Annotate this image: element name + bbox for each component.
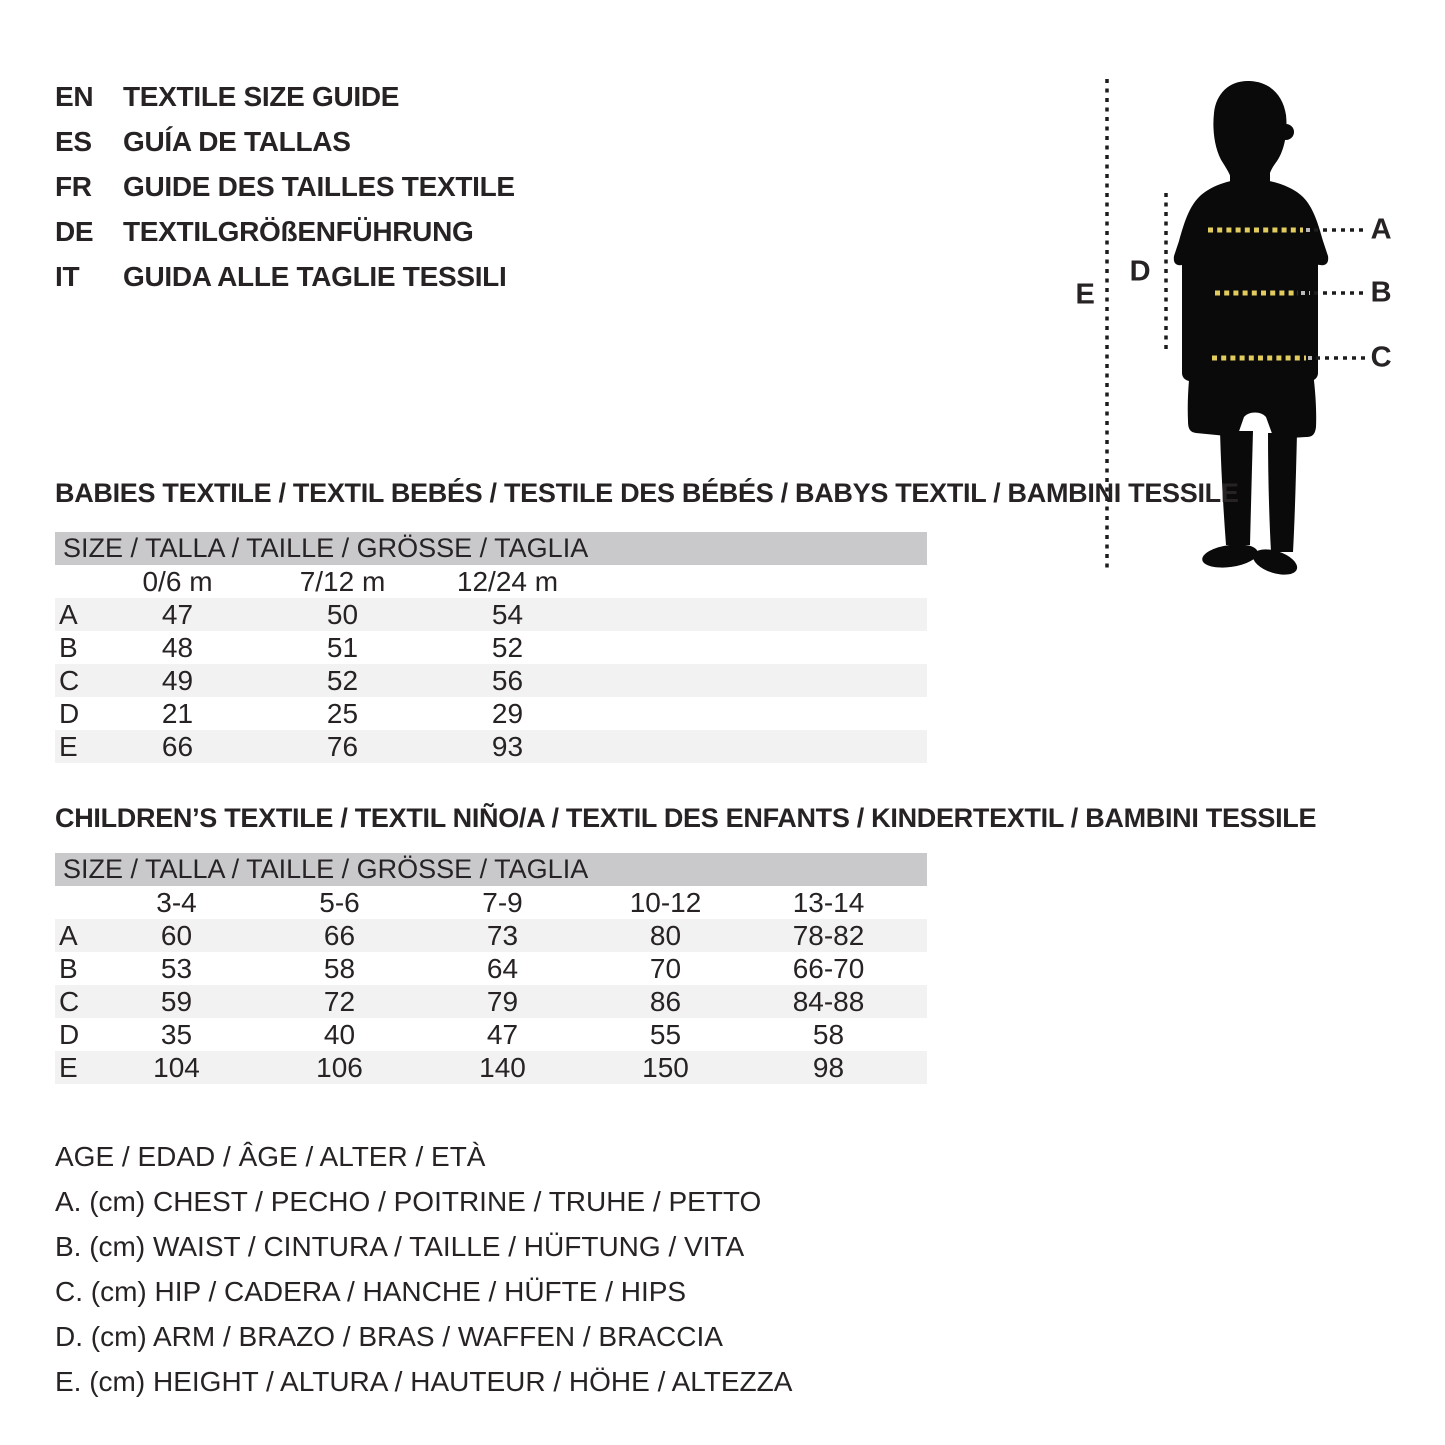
guide-title-de: TEXTILGRÖßENFÜHRUNG (123, 216, 474, 247)
column-header-cell: 0/6 m (95, 565, 260, 598)
language-title-block (55, 74, 515, 299)
size-value-cell: 140 (479, 1052, 526, 1083)
language-code-es: ES (55, 126, 92, 157)
size-value-cell: 48 (161, 632, 194, 663)
size-value-cell: 52 (491, 632, 524, 663)
language-code-de: DE (55, 216, 94, 247)
column-header-cell: 7/12 m (260, 565, 425, 598)
language-code-en: EN (55, 81, 94, 112)
size-value-cell: 25 (326, 698, 359, 729)
size-value-cell: 84-88 (792, 986, 865, 1017)
table-row (55, 952, 927, 985)
row-label-cell: E (59, 731, 78, 762)
size-value-cell: 29 (491, 698, 524, 729)
size-value-cell: 47 (161, 599, 194, 630)
size-value-cell: 55 (649, 1019, 682, 1050)
size-value-cell: 59 (160, 986, 193, 1017)
column-header-cell: 12/24 m (425, 565, 590, 598)
size-value-cell: 73 (486, 920, 519, 951)
table-row (55, 1051, 927, 1084)
measurement-figure (1060, 60, 1445, 590)
legend-line-arm: D. (cm) ARM / BRAZO / BRAS / WAFFEN / BRACCIA (55, 1321, 723, 1352)
filler-cell (910, 886, 927, 919)
marker-label-arm-d: D (1129, 255, 1151, 288)
size-value-cell: 51 (326, 632, 359, 663)
size-value-cell: 56 (491, 665, 524, 696)
size-value-cell: 150 (642, 1052, 689, 1083)
size-value-cell: 49 (161, 665, 194, 696)
language-row-de (55, 209, 515, 254)
filler-cell (590, 664, 927, 697)
size-value-cell: 47 (486, 1019, 519, 1050)
filler-cell (910, 919, 927, 952)
marker-label-chest-a: A (1370, 213, 1392, 246)
row-label-cell: A (59, 599, 78, 630)
babies-table-grid (55, 565, 927, 763)
column-header-cell: 10-12 (584, 886, 747, 919)
filler-cell (590, 565, 927, 598)
filler-cell (590, 598, 927, 631)
size-value-cell: 58 (812, 1019, 845, 1050)
children-column-header-row (55, 886, 927, 919)
column-header-cell: 7-9 (421, 886, 584, 919)
empty-corner-cell (55, 886, 95, 919)
table-row (55, 664, 927, 697)
table-row (55, 697, 927, 730)
child-silhouette-graphic (1060, 60, 1445, 590)
filler-cell (910, 985, 927, 1018)
filler-cell (910, 952, 927, 985)
size-value-cell: 66-70 (792, 953, 865, 984)
size-value-cell: 54 (491, 599, 524, 630)
size-value-cell: 80 (649, 920, 682, 951)
size-value-cell: 106 (316, 1052, 363, 1083)
size-value-cell: 64 (486, 953, 519, 984)
filler-cell (590, 631, 927, 664)
column-header-cell: 5-6 (258, 886, 421, 919)
size-value-cell: 72 (323, 986, 356, 1017)
size-value-cell: 104 (153, 1052, 200, 1083)
silhouette-shorts (1188, 361, 1316, 439)
size-value-cell: 52 (326, 665, 359, 696)
marker-label-height-e: E (1075, 278, 1095, 311)
filler-cell (590, 730, 927, 763)
row-label-cell: B (59, 953, 78, 984)
legend-line-age: AGE / EDAD / ÂGE / ALTER / ETÀ (55, 1141, 486, 1172)
marker-label-hip-c: C (1370, 341, 1392, 374)
size-value-cell: 40 (323, 1019, 356, 1050)
language-row-en (55, 74, 515, 119)
marker-label-waist-b: B (1370, 276, 1392, 309)
table-row (55, 919, 927, 952)
language-code-it: IT (55, 261, 80, 292)
size-value-cell: 60 (160, 920, 193, 951)
table-row (55, 730, 927, 763)
guide-title-es: GUÍA DE TALLAS (123, 126, 351, 157)
babies-section-title: BABIES TEXTILE / TEXTIL BEBÉS / TESTILE DES BÉBÉS / BABYS TEXTIL / BAMBINI TESSILE (55, 478, 1239, 508)
size-value-cell: 53 (160, 953, 193, 984)
guide-title-it: GUIDA ALLE TAGLIE TESSILI (123, 261, 507, 292)
silhouette-right-leg (1268, 433, 1297, 552)
column-header-cell: 13-14 (747, 886, 910, 919)
table-row (55, 631, 927, 664)
measurement-legend (55, 1134, 792, 1404)
legend-line-chest: A. (cm) CHEST / PECHO / POITRINE / TRUHE / PETTO (55, 1186, 762, 1217)
children-section-title: CHILDREN’S TEXTILE / TEXTIL NIÑO/A / TEXTIL DES ENFANTS / KINDERTEXTIL / BAMBINI TESSILE (55, 803, 1317, 833)
silhouette-left-shoe (1201, 541, 1260, 571)
size-value-cell: 78-82 (792, 920, 865, 951)
size-value-cell: 21 (161, 698, 194, 729)
babies-column-header-row (55, 565, 927, 598)
language-code-fr: FR (55, 171, 92, 202)
size-value-cell: 98 (812, 1052, 845, 1083)
size-value-cell: 66 (161, 731, 194, 762)
table-row (55, 598, 927, 631)
empty-corner-cell (55, 565, 95, 598)
size-value-cell: 35 (160, 1019, 193, 1050)
silhouette-ear (1278, 124, 1294, 140)
filler-cell (910, 1018, 927, 1051)
size-value-cell: 70 (649, 953, 682, 984)
babies-size-table (55, 532, 927, 763)
size-value-cell: 58 (323, 953, 356, 984)
guide-title-fr: GUIDE DES TAILLES TEXTILE (123, 171, 515, 202)
row-label-cell: D (59, 698, 80, 729)
language-row-es (55, 119, 515, 164)
legend-line-hip: C. (cm) HIP / CADERA / HANCHE / HÜFTE / HIPS (55, 1276, 687, 1307)
size-value-cell: 76 (326, 731, 359, 762)
row-label-cell: B (59, 632, 78, 663)
size-value-cell: 66 (323, 920, 356, 951)
filler-cell (590, 697, 927, 730)
babies-size-header-bar: SIZE / TALLA / TAILLE / GRÖSSE / TAGLIA (55, 532, 927, 565)
row-label-cell: A (59, 920, 78, 951)
children-size-header-bar: SIZE / TALLA / TAILLE / GRÖSSE / TAGLIA (55, 853, 927, 886)
row-label-cell: C (59, 665, 80, 696)
table-row (55, 985, 927, 1018)
size-value-cell: 93 (491, 731, 524, 762)
table-row (55, 1018, 927, 1051)
size-value-cell: 86 (649, 986, 682, 1017)
children-size-table (55, 853, 927, 1084)
row-label-cell: C (59, 986, 80, 1017)
language-row-fr (55, 164, 515, 209)
guide-title-en: TEXTILE SIZE GUIDE (123, 81, 400, 112)
legend-line-height: E. (cm) HEIGHT / ALTURA / HAUTEUR / HÖHE / ALTEZZA (55, 1366, 793, 1397)
size-value-cell: 50 (326, 599, 359, 630)
size-value-cell: 79 (486, 986, 519, 1017)
filler-cell (910, 1051, 927, 1084)
legend-line-waist: B. (cm) WAIST / CINTURA / TAILLE / HÜFTUNG / VITA (55, 1231, 745, 1262)
language-row-it (55, 254, 515, 299)
children-table-grid (55, 886, 927, 1084)
row-label-cell: E (59, 1052, 78, 1083)
row-label-cell: D (59, 1019, 80, 1050)
column-header-cell: 3-4 (95, 886, 258, 919)
